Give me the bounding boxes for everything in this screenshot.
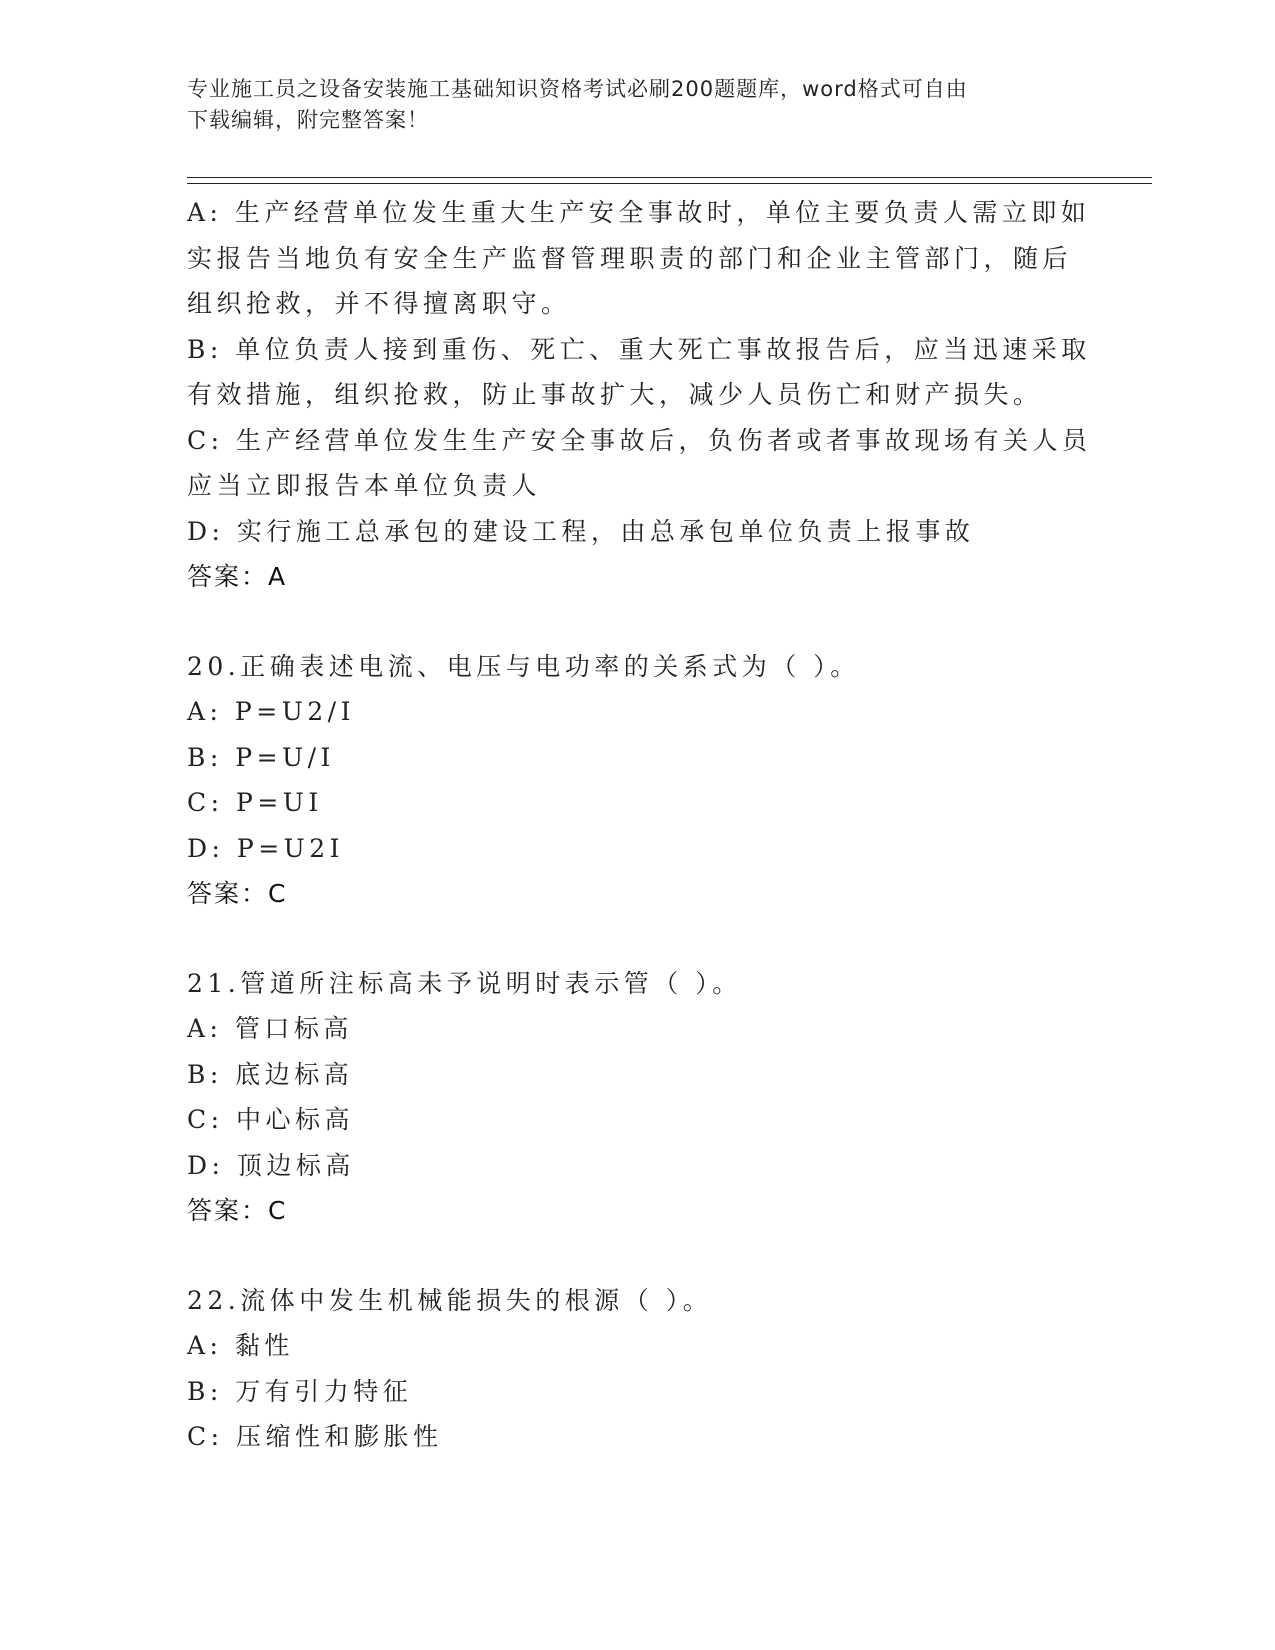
q20-option-b: B: P=U/I	[187, 742, 335, 772]
q22-option-b: B: 万有引力特征	[187, 1376, 413, 1406]
q21-option-b: B: 底边标高	[187, 1059, 354, 1089]
spacer	[187, 1234, 1087, 1278]
header-line-1: 专业施工员之设备安装施工基础知识资格考试必刷200题题库，word格式可自由	[187, 77, 968, 101]
document-header	[187, 74, 1087, 136]
q19-option-b-line-2: 有效措施，组织抢救，防止事故扩大，减少人员伤亡和财产损失。	[187, 380, 1043, 409]
q19-option-c-line-1: C: 生产经营单位发生生产安全事故后，负伤者或者事故现场有关人员	[187, 425, 1092, 455]
document-body	[187, 190, 1092, 1460]
spacer	[187, 600, 1087, 644]
q21-option-a: A: 管口标高	[187, 1014, 353, 1043]
header-divider-top	[187, 177, 1152, 178]
q21-option-c: C: 中心标高	[187, 1105, 354, 1134]
question-19-block	[187, 190, 1092, 600]
q19-option-c-line-2: 应当立即报告本单位负责人	[187, 471, 542, 500]
q21-answer: 答案：C	[187, 1196, 288, 1225]
q20-answer: 答案：C	[187, 879, 288, 908]
header-line-2: 下载编辑，附完整答案！	[187, 108, 429, 132]
q21-option-d: D: 顶边标高	[187, 1150, 355, 1180]
question-20-block	[187, 644, 1087, 917]
q19-option-b-line-1: B: 单位负责人接到重伤、死亡、重大死亡事故报告后，应当迅速采取	[187, 334, 1091, 364]
q21-question: 21.管道所注标高未予说明时表示管（ ）。	[187, 968, 742, 998]
q19-option-a-line-1: A: 生产经营单位发生重大生产安全事故时，单位主要负责人需立即如	[187, 198, 1091, 227]
question-21-block	[187, 961, 1087, 1234]
q20-option-d: D: P=U2I	[187, 833, 345, 863]
spacer	[187, 917, 1087, 961]
question-22-block	[187, 1278, 1087, 1460]
q19-option-a-line-3: 组织抢救，并不得擅离职守。	[187, 289, 571, 318]
q20-option-c: C: P=UI	[187, 788, 323, 817]
q19-option-a-line-2: 实报告当地负有安全生产监督管理职责的部门和企业主管部门，随后	[187, 243, 1073, 273]
q20-option-a: A: P=U2/I	[187, 697, 355, 726]
q19-option-d: D: 实行施工总承包的建设工程，由总承包单位负责上报事故	[187, 516, 975, 546]
q20-question: 20.正确表述电流、电压与电功率的关系式为（ ）。	[187, 651, 860, 681]
q22-option-a: A: 黏性	[187, 1331, 294, 1360]
q19-answer: 答案：A	[187, 562, 288, 591]
header-divider-bottom	[187, 183, 1152, 184]
q22-question: 22.流体中发生机械能损失的根源（ ）。	[187, 1285, 713, 1315]
q22-option-c: C: 压缩性和膨胀性	[187, 1422, 443, 1451]
